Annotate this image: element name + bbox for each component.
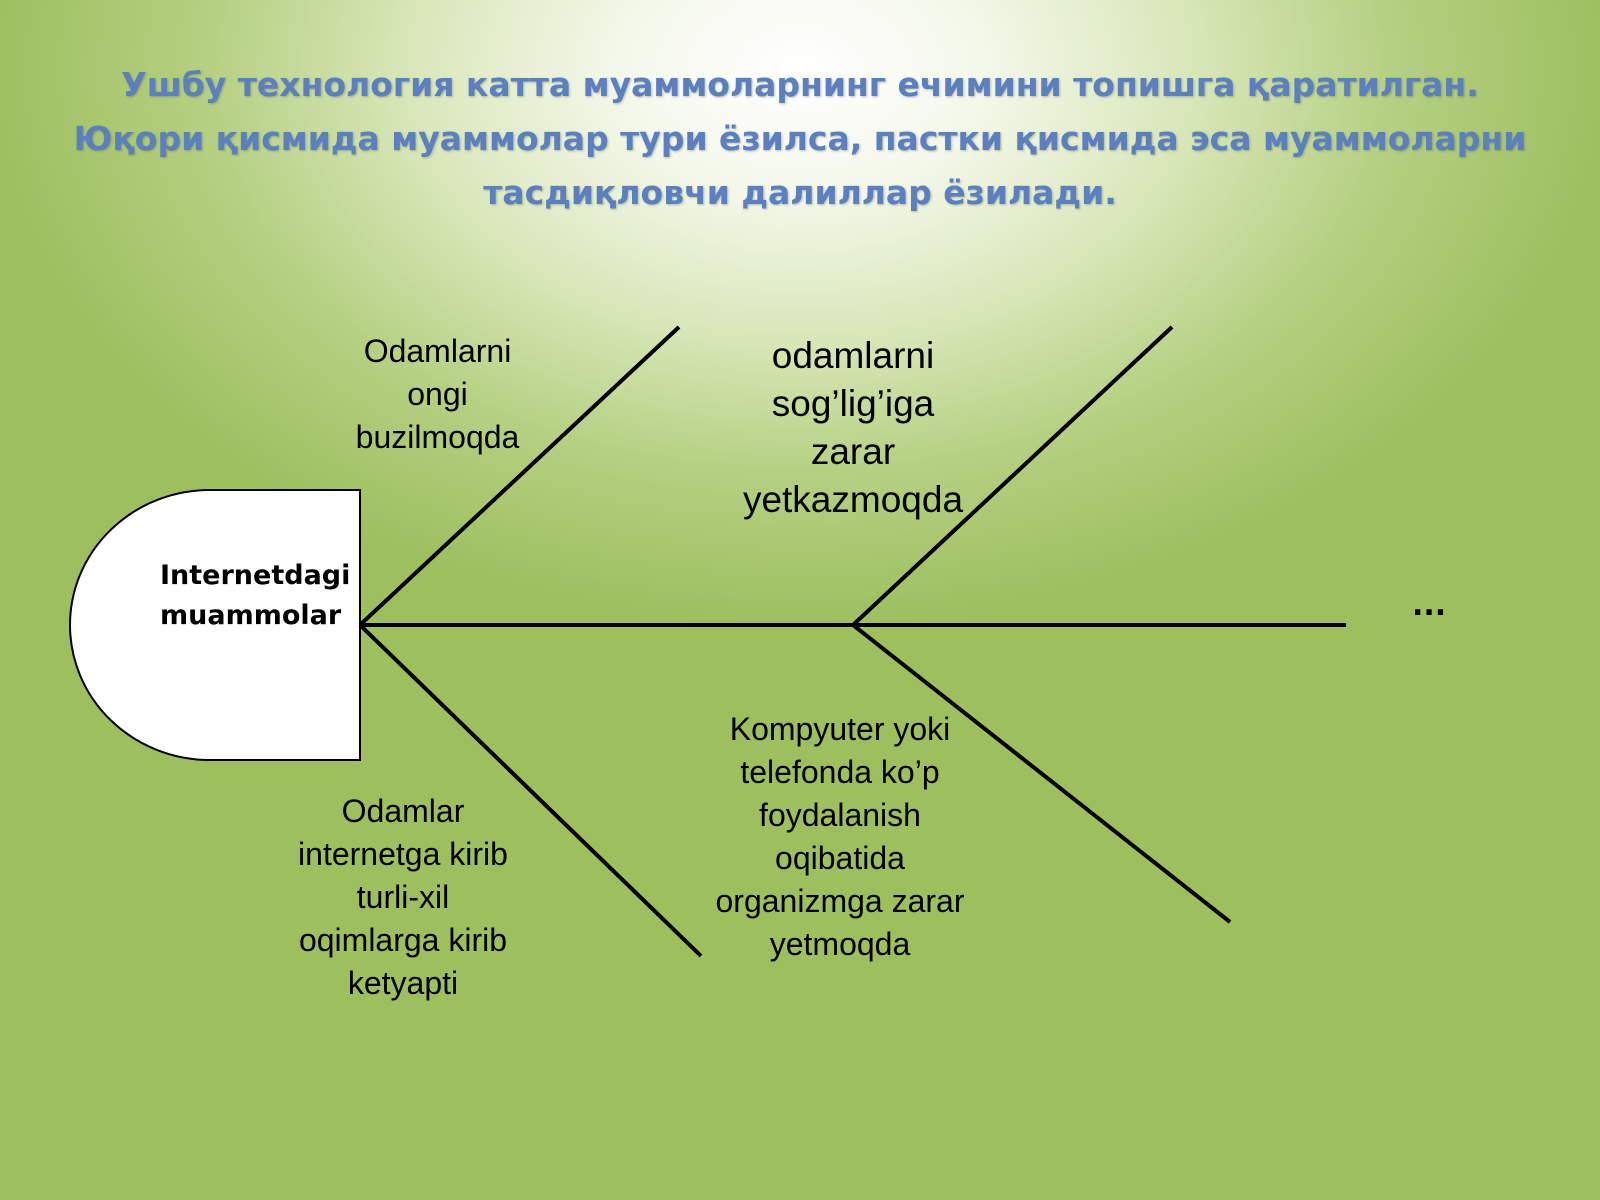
bottom-evidence-2-line-6: yetmoqda (769, 926, 911, 962)
bottom-evidence-2-line-1: Kompyuter yoki (729, 711, 951, 747)
top-cause-1-line-1: Odamlarni (363, 333, 512, 369)
top-cause-2-line-1: odamlarni (771, 335, 935, 376)
top-cause-1-line-2: ongi (407, 376, 468, 412)
bottom-evidence-1-line-5: ketyapti (347, 965, 459, 1001)
fish-head-label (160, 556, 350, 636)
head-line-1: Internetdagi (160, 560, 351, 591)
bottom-evidence-2-line-3: foydalanish (759, 797, 921, 833)
bottom-evidence-2-line-2: telefonda ko’p (740, 754, 940, 790)
bottom-evidence-1-line-4: oqimlarga kirib (298, 922, 508, 958)
bottom-evidence-2-line-4: oqibatida (775, 840, 905, 876)
title-line-1: Ушбу технология катта муаммоларнинг ечимини топишга қаратилган. (121, 65, 1479, 104)
top-cause-2-line-4: yetkazmoqda (742, 479, 964, 520)
bottom-evidence-2-label (680, 708, 1000, 966)
bottom-evidence-1-line-3: turli-xil (356, 879, 450, 915)
top-cause-2-line-3: zarar (810, 431, 896, 472)
top-cause-1-label (330, 330, 545, 459)
title-line-2: Юқори қисмида муаммолар тури ёзилса, пастки қисмида эса муаммоларни (73, 119, 1527, 158)
top-cause-2-line-2: sog’lig’iga (771, 383, 935, 424)
bottom-evidence-1-line-1: Odamlar (341, 793, 465, 829)
bottom-evidence-1-label (268, 790, 538, 1005)
title-line-3: тасдиқловчи далиллар ёзилади. (483, 173, 1117, 212)
top-cause-2-label (718, 332, 988, 524)
bottom-evidence-2-line-5: organizmga zarar (715, 883, 965, 919)
head-line-2: muammolar (160, 600, 342, 631)
continuation-ellipsis: ... (1412, 588, 1447, 623)
top-cause-1-line-3: buzilmoqda (355, 419, 520, 455)
bottom-evidence-1-line-2: internetga kirib (298, 836, 508, 872)
